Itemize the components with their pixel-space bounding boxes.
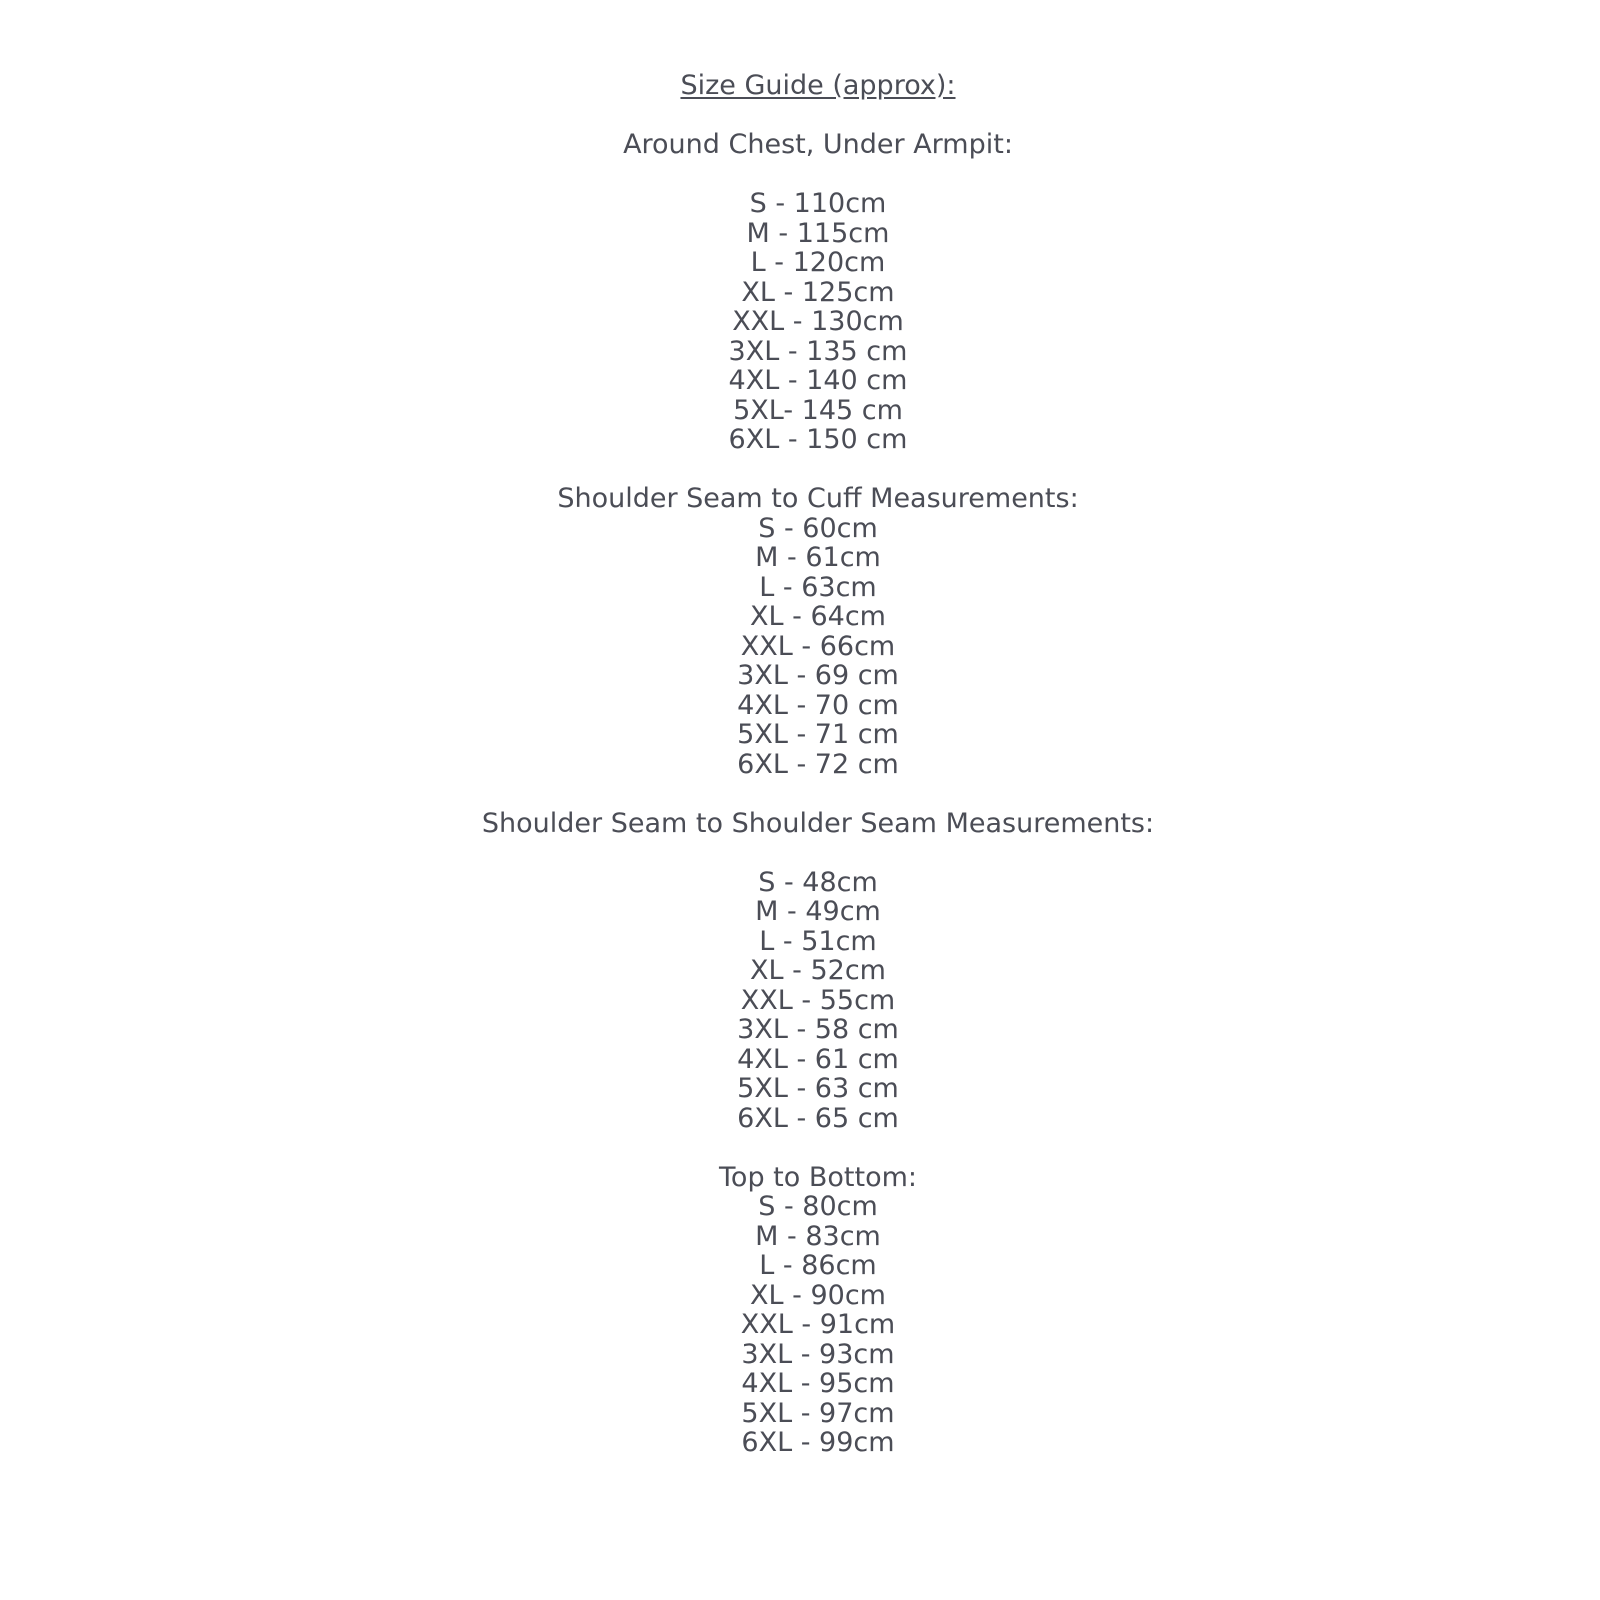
blank-line bbox=[36, 1133, 1600, 1163]
size-guide-sections bbox=[36, 101, 1600, 1458]
size-line: 6XL - 65 cm bbox=[737, 1102, 899, 1134]
size-line: M - 61cm bbox=[755, 542, 881, 573]
page-title: Size Guide (approx): bbox=[680, 70, 956, 101]
size-line: 3XL - 69 cm bbox=[737, 660, 899, 691]
size-line: M - 83cm bbox=[755, 1220, 881, 1252]
size-line: XL - 64cm bbox=[750, 601, 886, 632]
size-line: M - 115cm bbox=[746, 217, 890, 249]
size-line: XL - 125cm bbox=[741, 276, 895, 308]
size-line: S - 48cm bbox=[758, 866, 878, 898]
size-line: L - 63cm bbox=[759, 571, 877, 603]
size-line: S - 80cm bbox=[758, 1191, 878, 1222]
size-line: 5XL - 97cm bbox=[741, 1397, 895, 1429]
blank-line bbox=[36, 160, 1600, 190]
blank-line bbox=[36, 838, 1600, 868]
size-line: 5XL - 71 cm bbox=[737, 719, 899, 750]
size-line: 4XL - 70 cm bbox=[737, 689, 899, 721]
size-line: XL - 90cm bbox=[750, 1279, 886, 1311]
size-line: 4XL - 140 cm bbox=[728, 365, 908, 396]
blank-line bbox=[36, 779, 1600, 809]
size-line: L - 86cm bbox=[759, 1250, 877, 1281]
size-line: XXL - 66cm bbox=[740, 630, 896, 662]
size-line: 3XL - 93cm bbox=[741, 1338, 895, 1370]
size-line: XXL - 55cm bbox=[740, 984, 896, 1016]
blank-line bbox=[36, 101, 1600, 131]
size-line: XXL - 91cm bbox=[740, 1309, 896, 1340]
size-line: L - 51cm bbox=[759, 925, 877, 957]
size-line: 3XL - 135 cm bbox=[728, 335, 908, 367]
size-line: S - 110cm bbox=[749, 188, 887, 219]
blank-line bbox=[36, 455, 1600, 485]
size-line: 4XL - 95cm bbox=[741, 1368, 895, 1399]
size-line: 6XL - 150 cm bbox=[728, 424, 908, 455]
section-heading: Top to Bottom: bbox=[719, 1161, 917, 1193]
section-heading: Shoulder Seam to Cuff Measurements: bbox=[557, 483, 1079, 514]
size-line: 5XL- 145 cm bbox=[733, 394, 903, 426]
size-line: S - 60cm bbox=[758, 512, 878, 544]
size-line: XL - 52cm bbox=[750, 955, 886, 986]
size-line: 3XL - 58 cm bbox=[737, 1014, 899, 1045]
section-heading: Shoulder Seam to Shoulder Seam Measurements: bbox=[481, 807, 1155, 839]
section-heading: Around Chest, Under Armpit: bbox=[623, 129, 1013, 160]
size-line: 6XL - 72 cm bbox=[737, 748, 899, 780]
size-line: M - 49cm bbox=[755, 896, 881, 927]
size-line: L - 120cm bbox=[750, 247, 886, 278]
size-line: 6XL - 99cm bbox=[741, 1427, 895, 1458]
size-line: 5XL - 63 cm bbox=[737, 1073, 899, 1104]
size-line: XXL - 130cm bbox=[732, 306, 904, 337]
size-line: 4XL - 61 cm bbox=[737, 1043, 899, 1075]
